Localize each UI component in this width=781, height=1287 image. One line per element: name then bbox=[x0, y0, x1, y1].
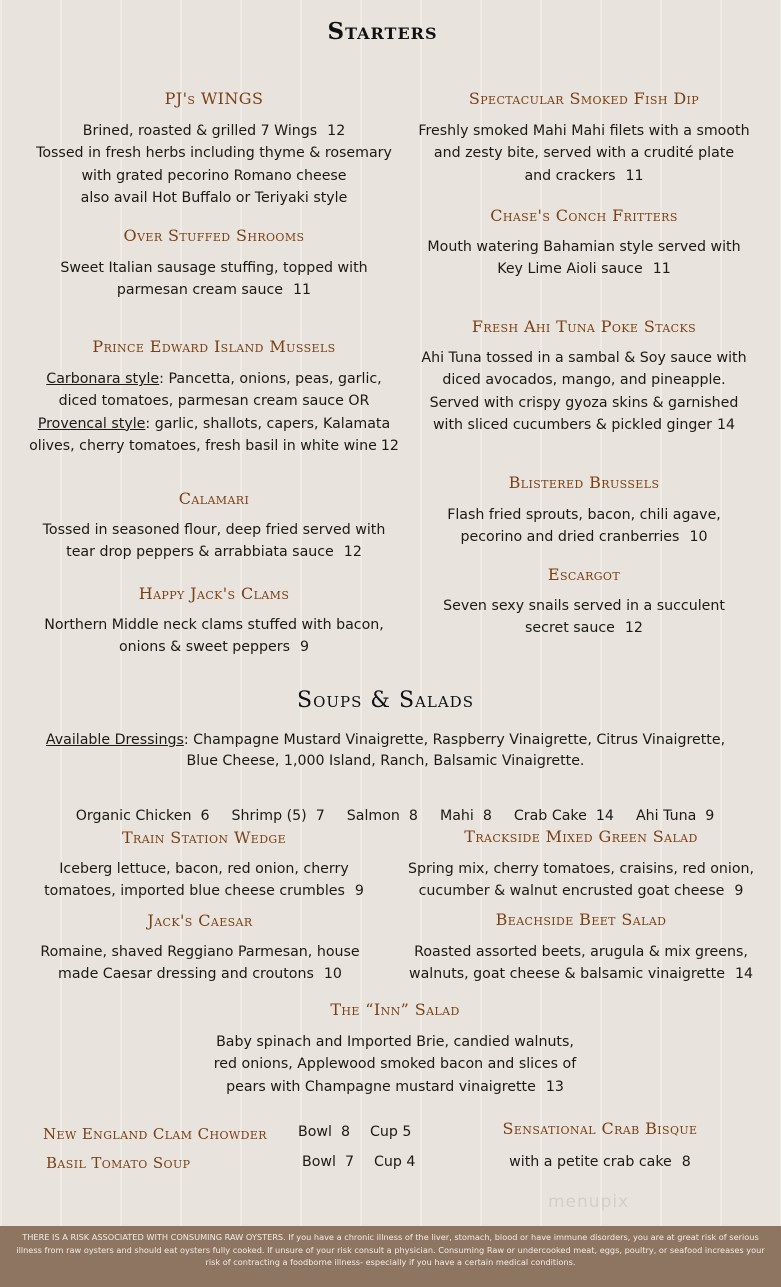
clams-line-2: onions & sweet peppers bbox=[118, 639, 290, 656]
footer-line-2: illness from raw oysters and should eat oysters fully cooked. If unsure of your risk consult a physician. Consuming Raw or undercooked meat, eggs, poultry, or seafood increases your bbox=[16, 1244, 765, 1255]
wedge-title: Train Station Wedge bbox=[121, 828, 287, 847]
shrooms-title: Over Stuffed Shrooms bbox=[123, 226, 305, 245]
beet-line-2: walnuts, goat cheese & balsamic vinaigrette bbox=[408, 966, 725, 983]
conch-fritters-description bbox=[384, 236, 781, 281]
chowder-bowl: Bowl 8 bbox=[298, 1124, 351, 1140]
watermark-logo: menupix bbox=[548, 1192, 630, 1212]
beet-price: 14 bbox=[734, 966, 754, 983]
mussels-provencal-label: Provencal style bbox=[37, 415, 146, 432]
escargot-title: Escargot bbox=[547, 565, 621, 584]
pj-wings-price: 12 bbox=[327, 123, 346, 139]
shrooms-line-1: Sweet Italian sausage stuffing, topped with bbox=[60, 260, 368, 276]
caesar-description bbox=[0, 941, 400, 986]
conch-line-2: Key Lime Aioli sauce bbox=[497, 261, 643, 278]
chowder-cup: Cup 5 bbox=[370, 1124, 412, 1140]
poke-title: Fresh Ahi Tuna Poke Stacks bbox=[471, 317, 697, 336]
fish-dip-line-3: and crackers bbox=[524, 167, 616, 184]
fish-dip-title: Spectacular Smoked Fish Dip bbox=[468, 89, 700, 108]
fish-dip-description bbox=[384, 120, 781, 187]
calamari-line-2: tear drop peppers & arrabbiata sauce bbox=[66, 544, 334, 561]
wedge-price: 9 bbox=[354, 883, 364, 900]
trackside-line-2: cucumber & walnut encrusted goat cheese bbox=[418, 883, 725, 900]
inn-price: 13 bbox=[545, 1078, 564, 1095]
tomato-soup-title: Basil Tomato Soup bbox=[46, 1154, 191, 1172]
trackside-line-1: Spring mix, cherry tomatoes, craisins, red onion, bbox=[407, 861, 755, 877]
raw-oyster-warning bbox=[0, 1226, 781, 1287]
tomato-cup: Cup 4 bbox=[374, 1154, 416, 1170]
calamari-line-1: Tossed in seasoned flour, deep fried served with bbox=[42, 522, 386, 538]
mussels-provencal-text: : garlic, shallots, capers, Kalamata bbox=[145, 415, 391, 432]
trackside-description bbox=[381, 858, 781, 903]
brussels-line-1: Flash fried sprouts, bacon, chili agave, bbox=[447, 507, 721, 523]
pj-wings-line-1: Brined, roasted & grilled 7 Wings bbox=[82, 123, 318, 139]
inn-line-1: Baby spinach and Imported Brie, candied walnuts, bbox=[216, 1034, 574, 1050]
wedge-line-1: Iceberg lettuce, bacon, red onion, cherry bbox=[59, 861, 349, 877]
caesar-price: 10 bbox=[323, 966, 342, 983]
conch-fritters-title: Chase's Conch Fritters bbox=[490, 206, 678, 225]
clams-title: Happy Jack's Clams bbox=[138, 584, 290, 603]
wedge-line-2: tomatoes, imported blue cheese crumbles bbox=[44, 883, 345, 900]
pj-wings-line-2: Tossed in fresh herbs including thyme & rosemary bbox=[36, 145, 392, 162]
fish-dip-line-1: Freshly smoked Mahi Mahi filets with a smooth bbox=[418, 123, 750, 139]
bisque-description bbox=[400, 1151, 781, 1173]
brussels-line-2: pecorino and dried cranberries bbox=[460, 529, 680, 546]
calamari-title: Calamari bbox=[178, 489, 250, 508]
clams-price: 9 bbox=[299, 639, 309, 656]
beet-title: Beachside Beet Salad bbox=[495, 910, 667, 929]
inn-line-3: pears with Champagne mustard vinaigrette bbox=[226, 1078, 536, 1095]
caesar-line-2: made Caesar dressing and croutons bbox=[58, 966, 314, 983]
inn-salad-description bbox=[195, 1031, 595, 1098]
shrooms-line-2: parmesan cream sauce bbox=[116, 282, 284, 299]
bisque-price: 8 bbox=[681, 1154, 691, 1170]
dressings-line-2: Blue Cheese, 1,000 Island, Ranch, Balsamic Vinaigrette. bbox=[186, 753, 585, 769]
caesar-line-1: Romaine, shaved Reggiano Parmesan, house bbox=[40, 944, 360, 960]
addon-ahi-tuna: Ahi Tuna 9 bbox=[635, 808, 715, 825]
conch-line-1: Mouth watering Bahamian style served with bbox=[427, 239, 741, 255]
footer-line-3: risk of contracting a foodborne illness- especially if you have a certain medical conditions. bbox=[205, 1257, 576, 1267]
soups-salads-heading: Soups & Salads bbox=[297, 688, 474, 713]
conch-price: 11 bbox=[652, 261, 671, 278]
caesar-title: Jack's Caesar bbox=[147, 911, 253, 930]
beet-description bbox=[381, 941, 781, 986]
poke-price: 14 bbox=[716, 416, 736, 433]
brussels-title: Blistered Brussels bbox=[508, 473, 660, 492]
inn-line-2: red onions, Applewood smoked bacon and slices of bbox=[213, 1056, 577, 1073]
escargot-price: 12 bbox=[624, 620, 643, 637]
trackside-price: 9 bbox=[734, 883, 744, 900]
shrooms-price: 11 bbox=[293, 282, 312, 299]
beet-line-1: Roasted assorted beets, arugula & mix greens, bbox=[414, 944, 748, 960]
escargot-description bbox=[384, 595, 781, 640]
escargot-line-1: Seven sexy snails served in a succulent bbox=[443, 598, 725, 614]
escargot-line-2: secret sauce bbox=[525, 620, 615, 637]
addon-mahi: Mahi 8 bbox=[439, 808, 492, 825]
poke-line-1: Ahi Tuna tossed in a sambal & Soy sauce with bbox=[421, 350, 747, 366]
calamari-description bbox=[14, 519, 414, 564]
addon-chicken: Organic Chicken 6 bbox=[75, 808, 210, 825]
mussels-carbonara-text: : Pancetta, onions, peas, garlic, bbox=[159, 371, 382, 387]
brussels-price: 10 bbox=[689, 529, 708, 546]
clams-line-1: Northern Middle neck clams stuffed with bacon, bbox=[44, 617, 384, 633]
chowder-title: New England Clam Chowder bbox=[43, 1125, 267, 1143]
mussels-price: 12 bbox=[380, 437, 399, 454]
calamari-price: 12 bbox=[343, 544, 362, 561]
pj-wings-title: PJ's WINGS bbox=[164, 89, 264, 108]
fish-dip-line-2: and zesty bite, served with a crudité plate bbox=[433, 145, 735, 162]
dressings-label: Available Dressings bbox=[45, 732, 184, 748]
pj-wings-line-4: also avail Hot Buffalo or Teriyaki style bbox=[80, 189, 348, 206]
footer-line-1: THERE IS A RISK ASSOCIATED WITH CONSUMING RAW OYSTERS. If you have a chronic illness of the liver, stomach, blood or have immune disorders, you are at great risk of serious bbox=[22, 1232, 759, 1242]
addon-shrimp: Shrimp (5) 7 bbox=[231, 808, 325, 825]
brussels-description bbox=[384, 504, 781, 549]
poke-line-4: with sliced cucumbers & pickled ginger bbox=[432, 416, 712, 433]
dressings-line-1: : Champagne Mustard Vinaigrette, Raspberry Vinaigrette, Citrus Vinaigrette, bbox=[183, 732, 726, 748]
poke-line-3: Served with crispy gyoza skins & garnished bbox=[429, 394, 739, 411]
mussels-carbonara-label: Carbonara style bbox=[46, 371, 160, 387]
inn-salad-title: The “Inn” Salad bbox=[330, 1000, 460, 1019]
bisque-title: Sensational Crab Bisque bbox=[502, 1119, 698, 1138]
mussels-description bbox=[14, 368, 414, 457]
addon-crab-cake: Crab Cake 14 bbox=[513, 808, 614, 825]
trackside-title: Trackside Mixed Green Salad bbox=[464, 827, 698, 846]
mussels-title: Prince Edward Island Mussels bbox=[92, 337, 336, 356]
mussels-line-4: olives, cherry tomatoes, fresh basil in white wine bbox=[29, 437, 377, 454]
mussels-line-2: diced tomatoes, parmesan cream sauce OR bbox=[58, 393, 370, 410]
poke-line-2: diced avocados, mango, and pineapple. bbox=[442, 372, 726, 389]
bisque-line: with a petite crab cake bbox=[509, 1154, 672, 1170]
shrooms-description bbox=[14, 257, 414, 302]
starters-heading: Starters bbox=[327, 18, 438, 45]
poke-description bbox=[384, 347, 781, 436]
pj-wings-description bbox=[14, 120, 414, 209]
addons-row bbox=[0, 783, 781, 828]
fish-dip-price: 11 bbox=[625, 167, 644, 184]
pj-wings-line-3: with grated pecorino Romano cheese bbox=[81, 167, 347, 184]
wedge-description bbox=[4, 858, 404, 903]
dressings-block bbox=[0, 730, 771, 772]
addon-salmon: Salmon 8 bbox=[346, 808, 418, 825]
tomato-bowl: Bowl 7 bbox=[302, 1154, 355, 1170]
clams-description bbox=[14, 614, 414, 659]
